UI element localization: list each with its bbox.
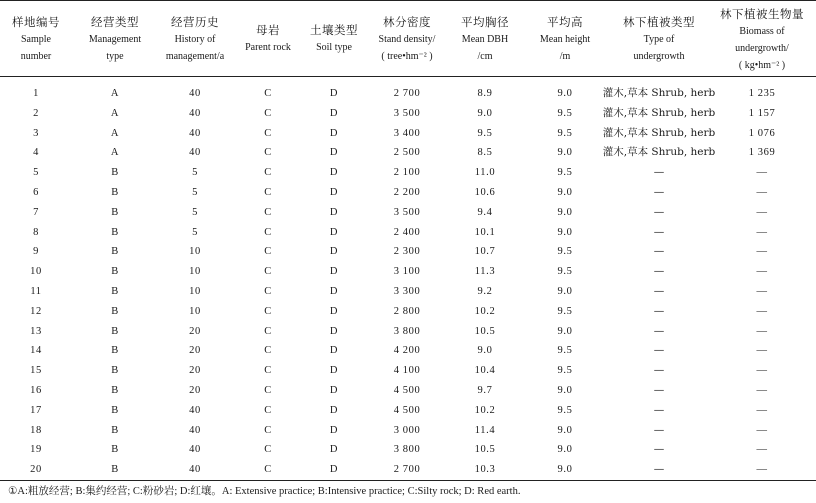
- column-header-zh: 经营历史: [171, 15, 219, 29]
- table-row: [0, 104, 816, 124]
- table-cell: 10.1: [474, 226, 496, 238]
- table-cell: 20: [189, 325, 201, 337]
- table-cell: 10: [189, 266, 201, 278]
- table-cell: B: [111, 305, 119, 317]
- table-row: [0, 440, 816, 460]
- column-header-zh: 母岩: [256, 23, 280, 37]
- table-cell: —: [653, 284, 665, 297]
- table-cell: 9.5: [557, 246, 573, 258]
- table-cell: D: [329, 305, 339, 317]
- table-cell: B: [111, 285, 119, 297]
- table-cell: 9.5: [557, 266, 573, 278]
- table-cell: D: [329, 384, 339, 396]
- table-cell: 10: [189, 246, 201, 258]
- table-cell: D: [329, 88, 339, 99]
- table-cell: 9.0: [557, 226, 573, 238]
- table-cell: —: [756, 285, 768, 297]
- column-header-en: Mean DBH: [461, 34, 509, 45]
- table-cell: 2 300: [393, 246, 421, 258]
- table-cell: C: [264, 285, 272, 297]
- table-cell: 40: [189, 107, 201, 119]
- column-header-zh: 经营类型: [91, 15, 139, 29]
- table-cell: 3 400: [393, 127, 421, 139]
- table-cell: 9.0: [557, 285, 573, 297]
- table-cell: 9.0: [557, 424, 573, 436]
- table-cell: 11.3: [474, 266, 496, 278]
- table-cell: —: [756, 345, 768, 357]
- table-cell: 9.5: [557, 365, 573, 377]
- table-cell: —: [653, 324, 665, 337]
- table-cell: 16: [30, 384, 42, 396]
- column-header-en: type: [106, 51, 124, 62]
- table-cell: 1 076: [748, 127, 776, 139]
- column-header-en: undergrowth: [633, 51, 685, 62]
- column-header-en: management/a: [165, 51, 225, 62]
- table-cell: 11.4: [474, 424, 496, 436]
- column-header-zh: 林分密度: [383, 15, 431, 29]
- table-cell: D: [329, 325, 339, 337]
- table-top-rule: [0, 0, 816, 1]
- table-cell: 20: [30, 464, 42, 476]
- table-cell: —: [653, 245, 665, 258]
- table-cell: 3 800: [393, 325, 421, 337]
- table-cell: 1: [33, 88, 39, 99]
- table-cell: 9.4: [477, 206, 493, 218]
- table-cell: 40: [189, 404, 201, 416]
- column-header-en: /cm: [477, 51, 493, 62]
- table-cell: B: [111, 246, 119, 258]
- table-cell: 4 500: [393, 384, 421, 396]
- column-header-en: Parent rock: [245, 42, 291, 53]
- table-cell: C: [264, 365, 272, 377]
- table-cell: 9.5: [557, 107, 573, 119]
- table-cell: —: [756, 365, 768, 377]
- table-row: [0, 223, 816, 243]
- table-cell: C: [264, 206, 272, 218]
- table-row: [0, 262, 816, 282]
- column-header: [714, 6, 810, 74]
- table-cell: D: [329, 127, 339, 139]
- table-cell: 5: [192, 226, 198, 238]
- table-cell: 4 100: [393, 365, 421, 377]
- table-cell: B: [111, 186, 119, 198]
- table-row: [0, 143, 816, 163]
- table-cell: B: [111, 226, 119, 238]
- table-cell: C: [264, 147, 272, 159]
- table-cell: C: [264, 384, 272, 396]
- table-cell: —: [653, 166, 665, 179]
- table-cell: 2 800: [393, 305, 421, 317]
- table-cell: 5: [33, 167, 39, 179]
- table-cell: 9.2: [477, 285, 493, 297]
- table-cell: 20: [189, 384, 201, 396]
- column-header-zh: 土壤类型: [310, 23, 358, 37]
- table-cell: 10: [30, 266, 42, 278]
- table-cell: 4 200: [393, 345, 421, 357]
- table-cell: D: [329, 206, 339, 218]
- column-header-en: History of: [174, 34, 216, 45]
- table-cell: 9.5: [557, 127, 573, 139]
- table-cell: 10.6: [474, 186, 496, 198]
- table-row: [0, 163, 816, 183]
- column-header-en: Stand density/: [378, 34, 436, 45]
- table-cell: D: [329, 464, 339, 476]
- column-header-en: undergrowth/: [735, 43, 789, 54]
- table-cell: 3 000: [393, 424, 421, 436]
- table-row: [0, 242, 816, 262]
- table-cell: 13: [30, 325, 42, 337]
- table-cell: 8: [33, 226, 39, 238]
- column-header-en: Mean height: [539, 34, 591, 45]
- table-cell: 9.5: [477, 127, 493, 139]
- table-cell: —: [756, 325, 768, 337]
- table-cell: 10: [189, 305, 201, 317]
- table-cell: 10.4: [474, 365, 496, 377]
- table-cell: 10: [189, 285, 201, 297]
- table-cell: 5: [192, 167, 198, 179]
- table-cell: C: [264, 444, 272, 456]
- table-cell: B: [111, 365, 119, 377]
- table-cell: 9.0: [557, 147, 573, 159]
- table-cell: 14: [30, 345, 42, 357]
- table-row: [0, 124, 816, 144]
- table-cell: 12: [30, 305, 42, 317]
- table-cell: 20: [189, 345, 201, 357]
- table-cell: —: [756, 226, 768, 238]
- table-cell: —: [756, 206, 768, 218]
- table-cell: 2 200: [393, 186, 421, 198]
- table-cell: 3: [33, 127, 39, 139]
- table-cell: —: [653, 185, 665, 198]
- table-header-rule: [0, 76, 816, 77]
- table-cell: 9.0: [557, 384, 573, 396]
- table-row: [0, 203, 816, 223]
- column-header-zh: 样地编号: [12, 15, 60, 29]
- table-cell: 9.5: [557, 404, 573, 416]
- table-cell: —: [653, 463, 665, 476]
- table-cell: B: [111, 325, 119, 337]
- table-bottom-rule: [0, 480, 816, 481]
- table-cell: 8.9: [477, 88, 493, 99]
- table-cell: C: [264, 325, 272, 337]
- table-cell: 15: [30, 365, 42, 377]
- table-row: [0, 381, 816, 401]
- table-cell: B: [111, 345, 119, 357]
- table-cell: D: [329, 424, 339, 436]
- table-cell: A: [110, 107, 120, 119]
- table-cell: 2 500: [393, 147, 421, 159]
- table-cell: —: [756, 186, 768, 198]
- table-row: [0, 322, 816, 342]
- table-cell: 灌木,草本 Shrub, herb: [602, 126, 716, 139]
- table-cell: —: [756, 167, 768, 179]
- column-header: [153, 14, 237, 65]
- table-cell: D: [329, 365, 339, 377]
- table-cell: 3 300: [393, 285, 421, 297]
- table-cell: D: [329, 167, 339, 179]
- table-cell: B: [111, 444, 119, 456]
- table-cell: 40: [189, 127, 201, 139]
- column-header-en: Sample: [21, 34, 51, 45]
- table-cell: D: [329, 246, 339, 258]
- column-header-en: Management: [88, 34, 142, 45]
- table-row: [0, 341, 816, 361]
- column-header: [529, 14, 601, 65]
- column-header: [238, 22, 298, 56]
- table-cell: A: [110, 147, 120, 159]
- table-cell: C: [264, 266, 272, 278]
- table-cell: 9.0: [477, 345, 493, 357]
- table-cell: 9.5: [557, 345, 573, 357]
- table-cell: —: [653, 304, 665, 317]
- table-cell: —: [756, 444, 768, 456]
- table-cell: 3 500: [393, 107, 421, 119]
- table-cell: 5: [192, 186, 198, 198]
- table-cell: B: [111, 464, 119, 476]
- column-header-en: Type of: [643, 34, 675, 45]
- column-header-zh: 林下植被类型: [623, 15, 695, 29]
- table-cell: 40: [189, 444, 201, 456]
- table-cell: 11.0: [474, 167, 496, 179]
- column-header: [600, 14, 718, 65]
- table-cell: D: [329, 444, 339, 456]
- table-cell: 3 800: [393, 444, 421, 456]
- column-header-zh: 林下植被生物量: [720, 7, 804, 21]
- table-body: [0, 84, 816, 480]
- table-cell: 2 100: [393, 167, 421, 179]
- table-cell: —: [653, 423, 665, 436]
- table-cell: 灌木,草本 Shrub, herb: [602, 146, 716, 159]
- table-cell: 40: [189, 424, 201, 436]
- table-cell: 9.7: [477, 384, 493, 396]
- column-header-en: /m: [559, 51, 571, 62]
- table-cell: —: [756, 424, 768, 436]
- table-cell: 9.0: [557, 444, 573, 456]
- table-cell: —: [756, 404, 768, 416]
- table-cell: —: [653, 383, 665, 396]
- table-cell: D: [329, 186, 339, 198]
- table-cell: 17: [30, 404, 42, 416]
- table-cell: B: [111, 266, 119, 278]
- table-cell: 4 500: [393, 404, 421, 416]
- table-cell: 5: [192, 206, 198, 218]
- table-cell: B: [111, 384, 119, 396]
- table-cell: A: [110, 88, 120, 99]
- table-cell: —: [756, 384, 768, 396]
- table-cell: B: [111, 424, 119, 436]
- table-cell: 1 157: [748, 107, 776, 119]
- table-cell: 40: [189, 88, 201, 99]
- table-cell: 9.0: [557, 464, 573, 476]
- table-cell: C: [264, 88, 272, 99]
- table-cell: 7: [33, 206, 39, 218]
- column-header-en: ( tree•hm⁻² ): [381, 51, 433, 62]
- table-cell: 10.5: [474, 444, 496, 456]
- table-cell: D: [329, 226, 339, 238]
- table-cell: 3 100: [393, 266, 421, 278]
- table-row: [0, 361, 816, 381]
- table-cell: 1 369: [748, 147, 776, 159]
- table-cell: 9.5: [557, 305, 573, 317]
- table-cell: D: [329, 404, 339, 416]
- table-cell: C: [264, 167, 272, 179]
- table-cell: C: [264, 464, 272, 476]
- table-cell: —: [756, 266, 768, 278]
- table-cell: C: [264, 246, 272, 258]
- column-header: [77, 14, 153, 65]
- table-cell: C: [264, 305, 272, 317]
- table-cell: —: [653, 205, 665, 218]
- table-cell: 20: [189, 365, 201, 377]
- table-cell: D: [329, 107, 339, 119]
- table-cell: 灌木,草本 Shrub, herb: [602, 87, 716, 99]
- table-cell: 4: [33, 147, 39, 159]
- table-cell: 9.0: [557, 325, 573, 337]
- table-row: [0, 460, 816, 480]
- table-cell: 2: [33, 107, 39, 119]
- table-cell: C: [264, 127, 272, 139]
- column-header-en: Soil type: [316, 42, 352, 53]
- table-cell: —: [653, 403, 665, 416]
- table-cell: —: [653, 344, 665, 357]
- table-row: [0, 84, 816, 104]
- table-cell: D: [329, 266, 339, 278]
- table-cell: 2 400: [393, 226, 421, 238]
- column-header-en: number: [20, 51, 52, 62]
- column-header-zh: 平均胸径: [461, 15, 509, 29]
- table-cell: D: [329, 147, 339, 159]
- column-header: [302, 22, 366, 56]
- table-cell: D: [329, 285, 339, 297]
- table-cell: C: [264, 107, 272, 119]
- table-cell: 10.3: [474, 464, 496, 476]
- table-cell: 10.5: [474, 325, 496, 337]
- table-cell: C: [264, 404, 272, 416]
- table-cell: 10.2: [474, 305, 496, 317]
- table-cell: 2 700: [393, 464, 421, 476]
- table-row: [0, 401, 816, 421]
- table-cell: A: [110, 127, 120, 139]
- table-cell: 9.0: [557, 186, 573, 198]
- column-header: [1, 14, 71, 65]
- table-cell: —: [653, 225, 665, 238]
- table-row: [0, 282, 816, 302]
- table-cell: 9.5: [557, 167, 573, 179]
- table-cell: 11: [30, 285, 42, 297]
- table-footnote: ①A:粗放经营; B:集约经营; C:粉砂岩; D:红壤。A: Extensive practice; B:Intensive practice; C:Silty rock; D: Red earth.: [8, 486, 521, 497]
- column-header: [455, 14, 515, 65]
- table-cell: B: [111, 167, 119, 179]
- table-cell: 10.7: [474, 246, 496, 258]
- table-cell: 40: [189, 147, 201, 159]
- table-cell: —: [653, 443, 665, 456]
- table-row: [0, 421, 816, 441]
- table-cell: D: [329, 345, 339, 357]
- table-cell: 灌木,草本 Shrub, herb: [602, 106, 716, 119]
- table-cell: 1 235: [748, 88, 776, 99]
- table-row: [0, 302, 816, 322]
- table-cell: —: [653, 265, 665, 278]
- table-cell: 9.0: [557, 206, 573, 218]
- table-cell: 8.5: [477, 147, 493, 159]
- table-cell: —: [653, 364, 665, 377]
- column-header-en: Biomass of: [739, 26, 785, 37]
- table-cell: —: [756, 246, 768, 258]
- table-row: [0, 183, 816, 203]
- table-cell: 18: [30, 424, 42, 436]
- table-cell: C: [264, 345, 272, 357]
- table-cell: 2 700: [393, 88, 421, 99]
- table-cell: 9.0: [477, 107, 493, 119]
- table-cell: —: [756, 464, 768, 476]
- column-header-zh: 平均高: [547, 15, 583, 29]
- column-header-en: ( kg•hm⁻² ): [738, 60, 786, 71]
- table-cell: 9: [33, 246, 39, 258]
- column-header: [367, 14, 447, 65]
- table-cell: 19: [30, 444, 42, 456]
- table-cell: B: [111, 206, 119, 218]
- table-cell: —: [756, 305, 768, 317]
- table-cell: 40: [189, 464, 201, 476]
- table-cell: C: [264, 226, 272, 238]
- table-cell: C: [264, 186, 272, 198]
- table-cell: 10.2: [474, 404, 496, 416]
- table-cell: B: [111, 404, 119, 416]
- table-cell: 3 500: [393, 206, 421, 218]
- table-cell: C: [264, 424, 272, 436]
- table-cell: 9.0: [557, 88, 573, 99]
- table-cell: 6: [33, 186, 39, 198]
